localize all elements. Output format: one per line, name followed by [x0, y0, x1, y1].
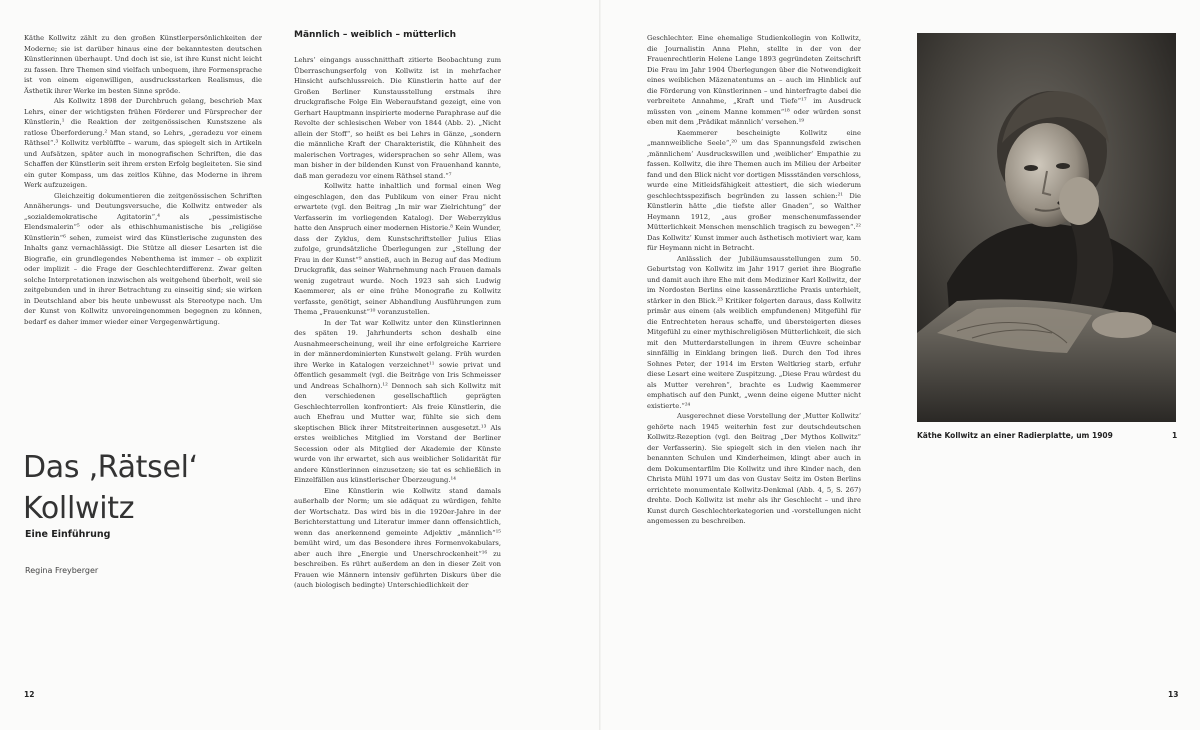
portrait-photograph [917, 33, 1176, 422]
paragraph: Als Kollwitz 1898 der Durchbruch gelang, beschrieb Max Lehrs, einer der wichtigsten frühen Förderer und Fürsprecher der Künstlerin,¹ die Reaktion der zeitgenössischen Kunstszene als ratlose Überforderung.² Man stand, so Lehrs, „geradezu vor einem Räthsel“.³ Kollwitz verblüffte – warum, das spiegelt sich in Artikeln und Aufsätzen, später auch in monografischen Schriften, die das Schaffen der Künstlerin seit ihrem ersten Erfolg begleiteten. Sie sind ein guter Kompass, um das zeitlos Kühne, das Moderne in ihrem Werk aufzuzeigen. [24, 97, 262, 189]
chapter-subtitle: Eine Einführung [25, 529, 111, 540]
portrait-illustration [917, 33, 1176, 422]
paragraph: Kollwitz hatte inhaltlich und formal einen Weg eingeschlagen, den das Publikum von einer Frau nicht erwartete (vgl. den Beitrag „In mir war Zielrichtung“ der Verfasserin im vorliegenden Katalog). Der Weberzyklus hatte den Anspruch einer modernen Historie.⁸ Kein Wunder, dass der Zyklus, dem Kunstschriftsteller Julius Elias zufolge, grundsätzliche Überlegungen zur „Stellung der Frau in der Kunst“⁹ anstieß, auch in Bezug auf das Medium Druckgrafik, das seiner Wahrnehmung nach Frauen damals wenig zugetraut wurde. Noch 1923 sah sich Ludwig Kaemmerer, als er eine frühe Monografie zu Kollwitz verfasste, genötigt, seiner Abhandlung Ausführungen zum Thema „Frauenkunst“¹⁰ voranzustellen. [294, 182, 501, 316]
chapter-title [23, 447, 198, 529]
page-number-right: 13 [1168, 690, 1179, 699]
figure-number: 1 [1172, 431, 1178, 440]
section-heading: Männlich – weiblich – mütterlich [294, 30, 456, 40]
page-gutter [599, 0, 601, 730]
paragraph: Anlässlich der Jubiläumsausstellungen zum 50. Geburtstag von Kollwitz im Jahr 1917 geriet ihre Biografie und damit auch ihre Ehe mit dem Mediziner Karl Kollwitz, der im Nordosten Berlins eine kassenärztliche Praxis unterhielt, stärker in den Blick.²³ Kritiker folgerten daraus, dass Kollwitz primär aus einem (als weiblich empfundenen) Mitgefühl für die Entrechteten heraus schaffe, und übersteigerten dieses Mitgefühl zu einer mythischreligiösen Mütterlichkeit, die sich mit den Mutterdarstellungen in ihrem Œuvre scheinbar sinnfällig in Einklang bringen ließ. Durch den Tod ihres Sohnes Peter, der 1914 im Ersten Weltkrieg starb, erfuhr diese Lesart eine weitere Zuspitzung. „Diese Frau würdest du als Mutter verehren“, brachte es Ludwig Kaemmerer emphatisch auf den Punkt, „wenn deine eigene Mutter nicht existierte.“²⁴ [647, 254, 861, 410]
paragraph: In der Tat war Kollwitz unter den Künstlerinnen des späten 19. Jahrhunderts schon deshalb eine Ausnahmeerscheinung, weil ihr eine erfolgreiche Karriere in der männerdominierten Kunstwelt gelang. Früh wurden ihre Werke in Katalogen verzeichnet¹¹ sowie privat und öffentlich gesammelt (vgl. die Beiträge von Iris Schmeisser und Andreas Schalhorn).¹² Dennoch sah sich Kollwitz mit den verschiedenen gesellschaftlich geprägten Geschlechterrollen konfrontiert: Als freie Künstlerin, die auch Ehefrau und Mutter war, fühlte sie sich dem skeptischen Blick ihrer Mitstreiterinnen ausgesetzt.¹³ Als erstes weibliches Mitglied im Vorstand der Berliner Secession oder als Mitglied der Akademie der Künste wurde von ihr erwartet, sich aus weiblicher Solidarität für andere Künstlerinnen einzusetzen; sie tat es schließlich in Einzelfällen aus künstlerischer Überzeugung.¹⁴ [294, 318, 501, 484]
paragraph: Lehrs’ eingangs ausschnitthaft zitierte Beobachtung zum Überraschungserfolg von Kollwitz ist in mehrfacher Hinsicht aufschlussreich. Die Künstlerin hatte auf der Großen Berliner Kunstausstellung erstmals ihre druckgrafische Folge Ein Weberaufstand gezeigt, eine von Gerhart Hauptmann inspirierte moderne Paraphrase auf die Revolte der schlesischen Weber von 1844 (Abb. 2). „Nicht allein der Stoff“, so heißt es bei Lehrs in Gänze, „sondern die männliche Kraft der Charakteristik, die Kühnheit des malerischen Vortrages, widersprachen so sehr Allem, was man bisher in der bildenden Kunst von Frauenhand kannte, daß man geradezu vor einem Räthsel stand.“⁷ [294, 56, 501, 180]
page-number-left: 12 [24, 690, 35, 699]
paragraph: Gleichzeitig dokumentieren die zeitgenössischen Schriften Annäherungs- und Deutungsversuche, die Kollwitz entweder als „sozialdemokratische Agitatorin“,⁴ als „pessimistische Elendsmalerin“⁵ oder als ethischhumanistische bis „religiöse Künstlerin“⁶ sehen, zumeist wird das Künstlerische zugunsten des Inhalts ganz vernachlässigt. Die Stütze all dieser Lesarten ist die Biografie, ein grundlegendes Nebenthema ist immer – ob explizit oder implizit – die Frage der Geschlechterdifferenz. Zwar gelten solche Interpretationen inzwischen als weitgehend überholt, weil sie zeitgebunden und in ihrer Betrachtung zu einseitig sind; sie wirken in Deutschland aber bis heute unbewusst als Stereotype nach. Um der Kunst von Kollwitz unvoreingenommen begegnen zu können, bedarf es daher immer wieder einer Vergegenwärtigung. [24, 191, 262, 326]
figure-caption: Käthe Kollwitz an einer Radierplatte, um 1909 [917, 431, 1113, 440]
left-text-column [24, 33, 262, 327]
chapter-title-line: Kollwitz [23, 491, 135, 526]
author-name: Regina Freyberger [25, 566, 99, 575]
paragraph: Geschlechter. Eine ehemalige Studienkollegin von Kollwitz, die Journalistin Anna Plehn, stellte in der von der Frauenrechtlerin Helene Lange 1893 gegründeten Zeitschrift Die Frau im Jahr 1904 Überlegungen über die Notwendigkeit eines weiblichen Mäzenatentums an – auch im Hinblick auf die Förderung von Künstlerinnen – und hinterfragte dabei die verbreitete Annahme, „Kraft und Tiefe“¹⁷ im Ausdruck müssten von „einem Manne kommen“¹⁸ oder würden sonst eben mit dem ‚Prädikat männlich‘ versehen.¹⁹ [647, 34, 861, 126]
paragraph: Ausgerechnet diese Vorstellung der ‚Mutter Kollwitz‘ gehörte nach 1945 weiterhin fest zur deutschdeutschen Kollwitz-Rezeption (vgl. den Beitrag „Der Mythos Kollwitz“ der Verfasserin). Sie spiegelt sich in den vielen nach ihr benannten Schulen und Kinderheimen, klingt aber auch in dem Dokumentarfilm Die Kollwitz und ihre Kinder nach, den Christa Mühl 1971 um das von Gustav Seitz im Osten Berlins errichtete monumentale Kollwitz-Denkmal (Abb. 4, 5, S. 267) drehte. Doch Kollwitz ist mehr als ihr Geschlecht – und ihre Kunst durch Geschlechterkategorien und -vorstellungen nicht angemessen zu beschreiben. [647, 412, 861, 525]
paragraph: Käthe Kollwitz zählt zu den großen Künstlerpersönlichkeiten der Moderne; sie ist darüber hinaus eine der bekanntesten deutschen Künstlerinnen überhaupt. Und doch ist sie, ist ihre Kunst nicht leicht zu fassen. Ihre Themen sind vielfach unbequem, ihre Formensprache ist von einem eigenwilligen, ausdrucksstarken Realismus, die Ästhetik ihrer Werke im besten Sinne spröde. [24, 34, 262, 95]
middle-text-column [294, 55, 501, 591]
paragraph: Kaemmerer bescheinigte Kollwitz eine „mannweibliche Seele“,²⁰ um das Spannungsfeld zwischen ‚männlichem‘ Ausdruckswillen und ‚weiblicher‘ Empathie zu fassen. Kollwitz, die ihre Themen auch im Milieu der Arbeiter fand und den Blick nicht vor dortigen Missständen verschloss, wurde eine Mitleidsfähigkeit attestiert, die sich wiederum geschlechtsspezifisch begründen zu lassen schien:²¹ Die Künstlerin hätte „die tiefste aller Gnaden“, so Walther Heymann 1912, „aus großer menschenumfassender Mütterlichkeit Menschen menschlich tragisch zu bewegen“.²² Das Kollwitz’ Kunst immer auch ästhetisch motiviert war, kam für Heymann nicht in Betracht. [647, 128, 861, 252]
chapter-title-line: Das ‚Rätsel‘ [23, 450, 198, 485]
right-text-column [647, 33, 861, 527]
paragraph: Eine Künstlerin wie Kollwitz stand damals außerhalb der Norm; um sie adäquat zu würdigen, fehlte der Wortschatz. Das wird bis in die 1920er-Jahre in der Berichterstattung und Literatur immer dann offensichtlich, wenn das anerkennend gemeinte Adjektiv „männlich“¹⁵ bemüht wird, um das Besondere ihres Formenvokabulars, aber auch ihre „Energie und Unerschrockenheit“¹⁶ zu beschreiben. Es rührt außerdem an den in dieser Zeit von Frauen wie Männern intensiv geführten Diskurs über die (auch biologisch bedingte) Unterschiedlichkeit der [294, 486, 501, 589]
